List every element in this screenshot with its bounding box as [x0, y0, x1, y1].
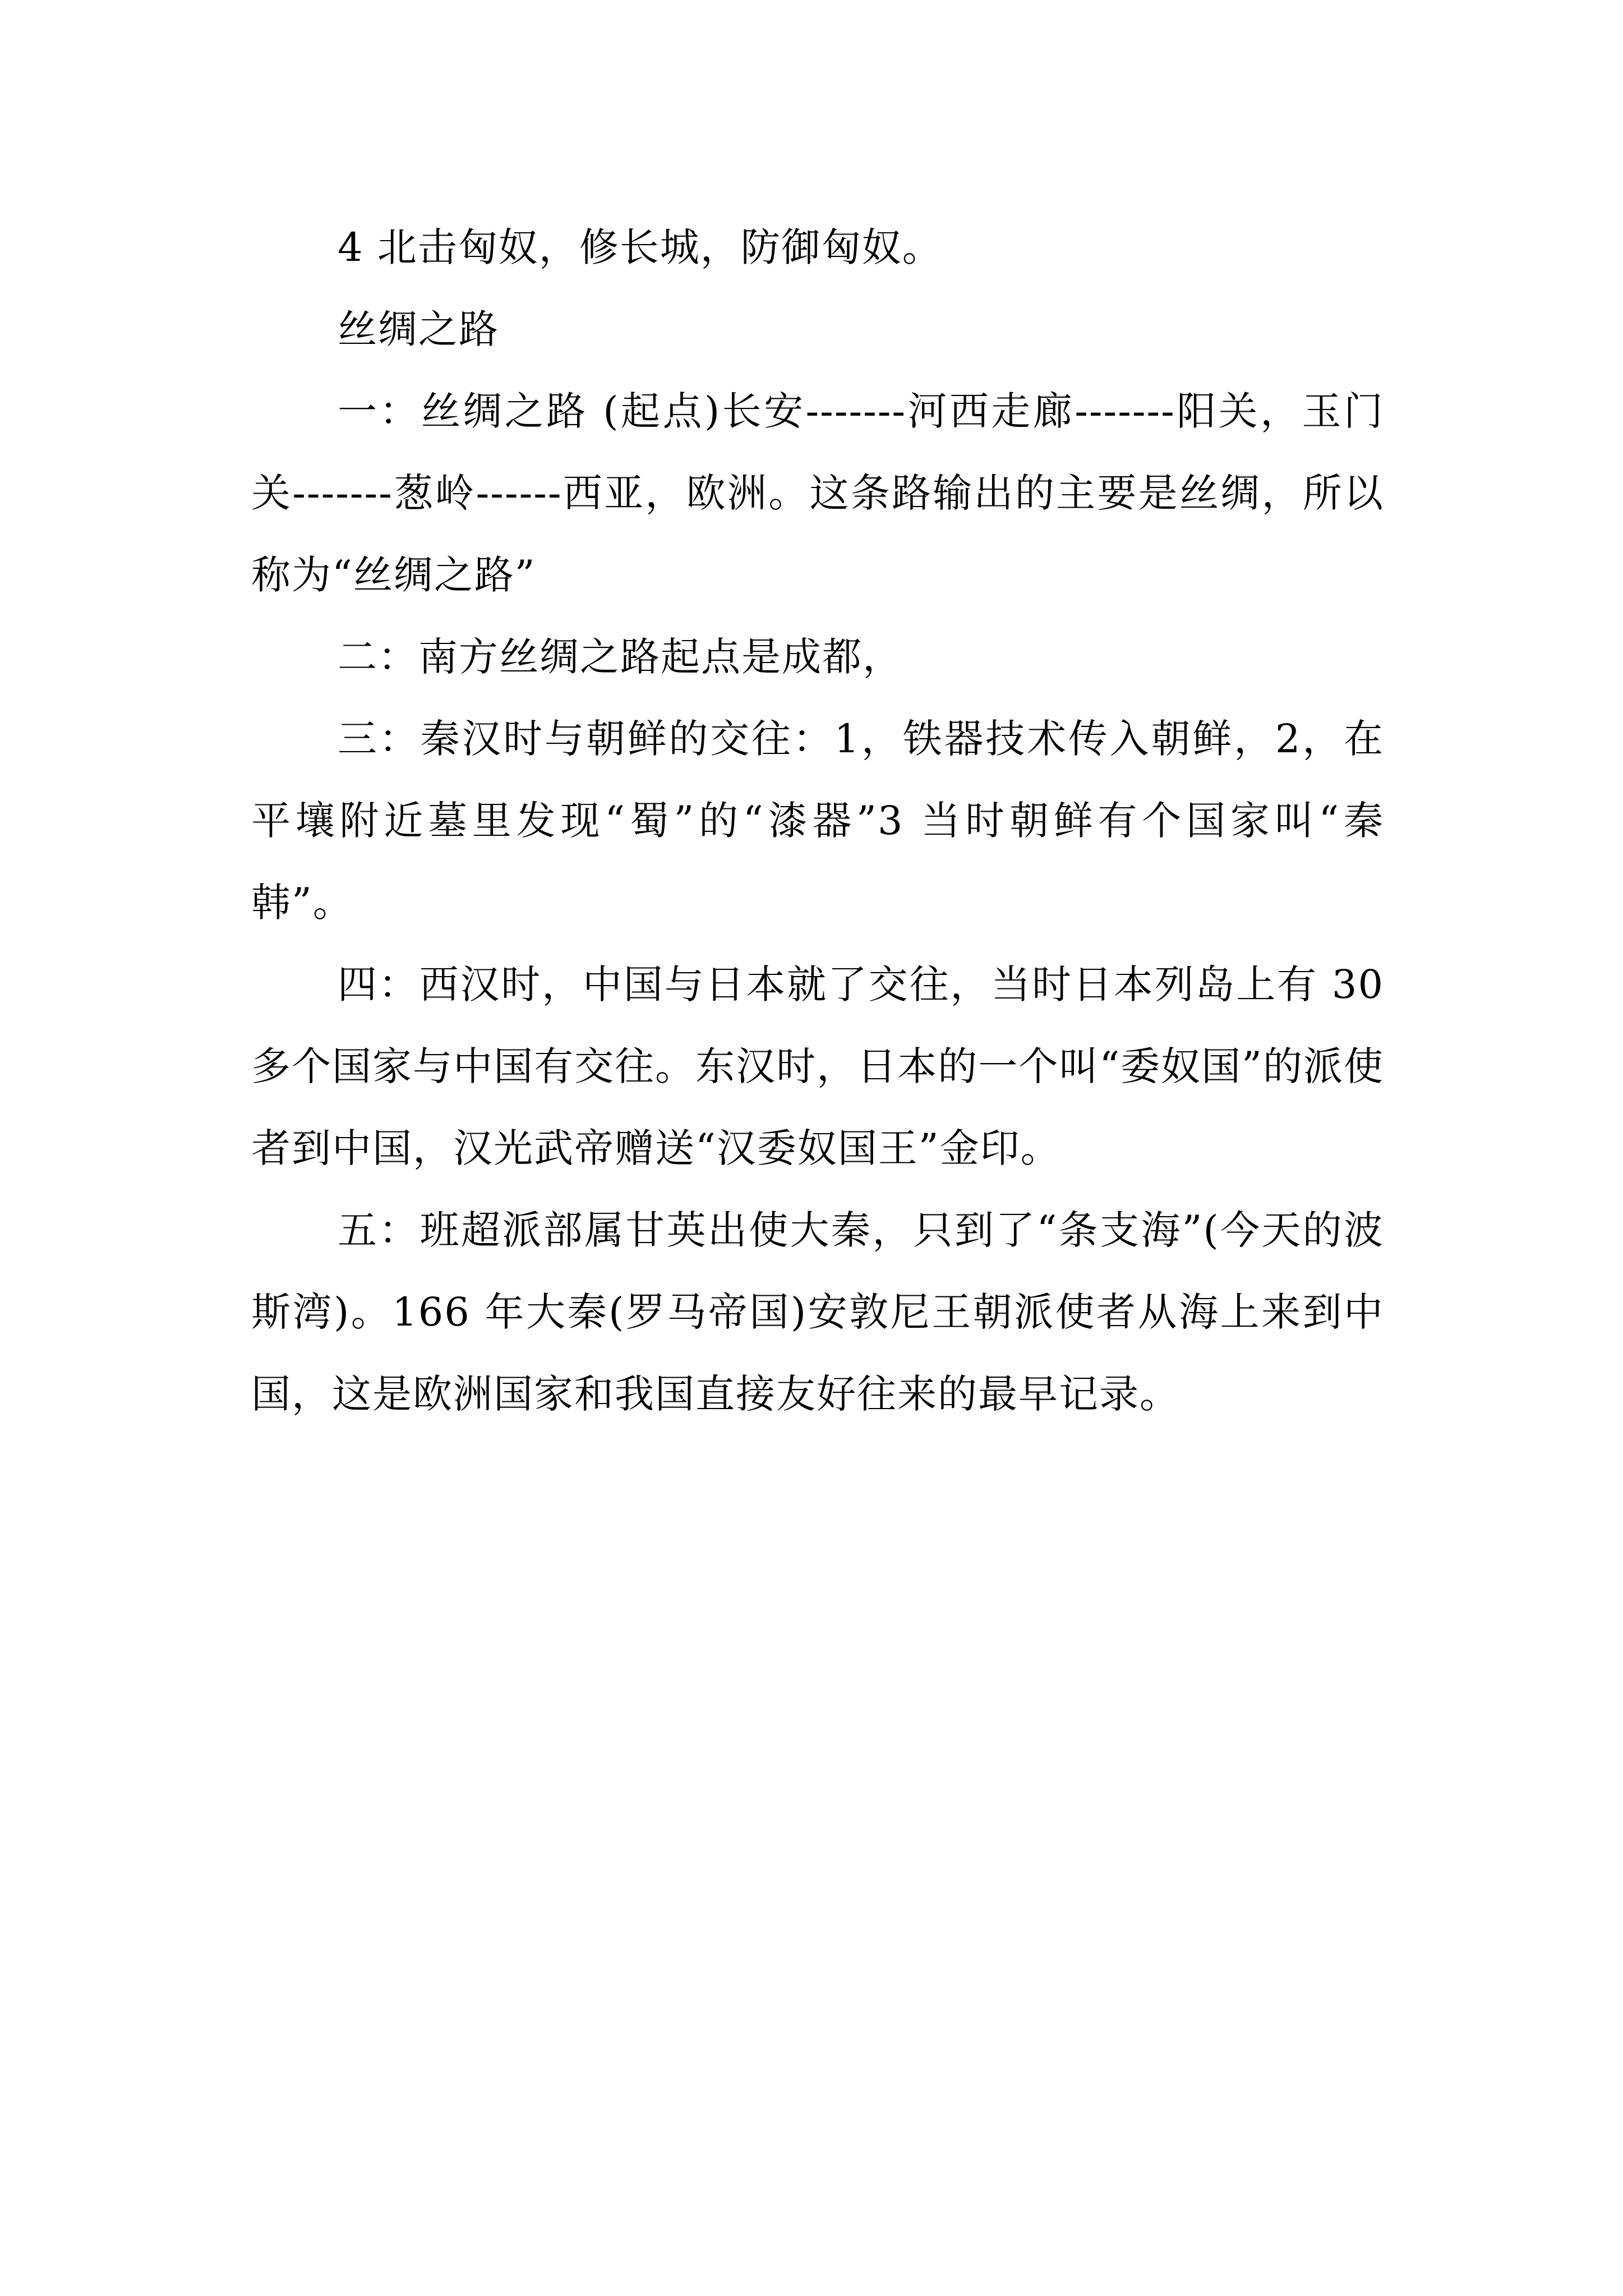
paragraph-korea-relations: 三：秦汉时与朝鲜的交往：1，铁器技术传入朝鲜，2，在平壤附近墓里发现“蜀”的“漆器”3 当时朝鲜有个国家叫“秦韩”。	[251, 716, 1384, 926]
paragraph-northern-campaign: 4 北击匈奴，修长城，防御匈奴。	[338, 224, 943, 270]
heading-silk-road: 丝绸之路	[338, 306, 499, 352]
paragraph-southern-silk-road: 二：南方丝绸之路起点是成都，	[338, 634, 903, 680]
document-body	[251, 206, 1384, 1435]
paragraph-japan-relations: 四：西汉时，中国与日本就了交往，当时日本列岛上有 30 多个国家与中国有交往。东汉时，日本的一个叫“委奴国”的派使者到中国，汉光武帝赠送“汉委奴国王”金印。	[251, 961, 1384, 1171]
paragraph-rome-relations: 五：班超派部属甘英出使大秦，只到了“条支海”(今天的波斯湾)。166 年大秦(罗马帝国)安敦尼王朝派使者从海上来到中国，这是欧洲国家和我国直接友好往来的最早记录。	[251, 1207, 1384, 1417]
paragraph-silk-road-route: 一：丝绸之路 (起点)长安-------河西走廊-------阳关，玉门关-------葱岭------西亚，欧洲。这条路输出的主要是丝绸，所以称为“丝绸之路”	[251, 388, 1384, 598]
